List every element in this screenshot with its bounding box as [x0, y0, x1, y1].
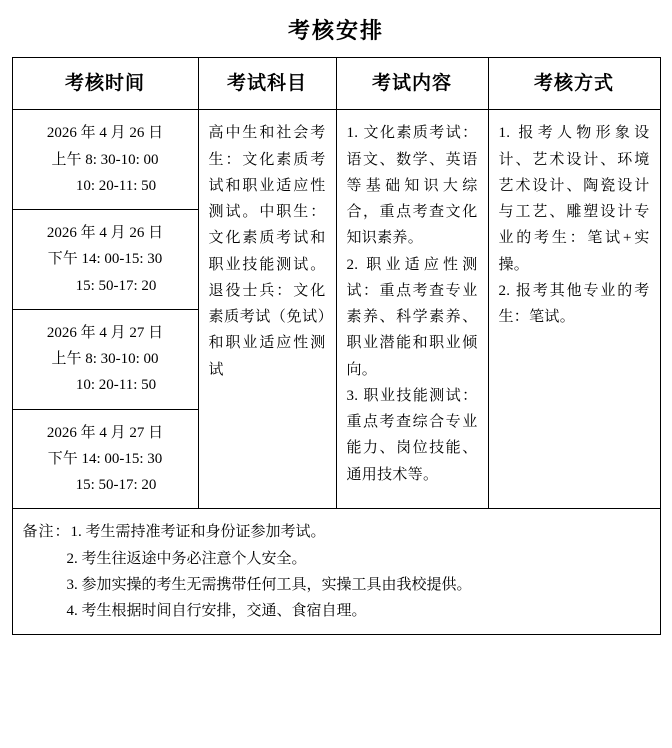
- table-row: [12, 110, 660, 210]
- time-slot-3-session: 上午 8: 30-10: 00: [51, 351, 159, 367]
- column-header-method: 考核方式: [488, 58, 660, 110]
- column-header-content: 考试内容: [336, 58, 488, 110]
- time-slot-3-second: 10: 20-11: 50: [75, 377, 157, 394]
- time-slot-3: [12, 309, 198, 409]
- column-header-time: 考核时间: [12, 58, 198, 110]
- notes-item-4: 4. 考生根据时间自行安排，交通、食宿自理。: [66, 603, 367, 619]
- time-slot-4: [12, 409, 198, 509]
- time-slot-4-date: 2026 年 4 月 27 日: [46, 424, 164, 441]
- page-top-strip: [0, 0, 672, 10]
- notes-line-3: [23, 572, 650, 598]
- time-slot-3-date: 2026 年 4 月 27 日: [46, 324, 164, 341]
- notes-row: [12, 509, 660, 635]
- column-header-subject: 考试科目: [198, 58, 336, 110]
- content-cell: [336, 110, 488, 509]
- notes-item-2: 2. 考生往返途中务必注意个人安全。: [66, 550, 307, 567]
- method-item-1: 1. 报考人物形象设计、艺术设计、环境艺术设计、陶瓷设计与工艺、雕塑设计专业的考生：笔试+实操。: [498, 125, 650, 273]
- notes-cell: [12, 509, 660, 635]
- time-slot-2: [12, 210, 198, 310]
- time-slot-1-date: 2026 年 4 月 26 日: [46, 125, 164, 142]
- notes-line-2: [23, 546, 650, 572]
- table-header-row: [12, 58, 660, 110]
- time-slot-1-second: 10: 20-11: 50: [75, 177, 157, 194]
- content-item-2: 2. 职业适应性测试：重点考查专业素养、科学素养、职业潜能和职业倾向。: [346, 256, 478, 378]
- time-slot-4-session: 下午 14: 00-15: 30: [47, 450, 163, 467]
- time-slot-1-session: 上午 8: 30-10: 00: [51, 151, 159, 168]
- method-cell: [488, 110, 660, 509]
- subject-text: 高中生和社会考生：文化素质考试和职业适应性测试。中职生：文化素质考试和职业技能测试。退役士兵：文化素质考试（免试）和职业适应性测试: [208, 125, 326, 378]
- content-item-1: 1. 文化素质考试：语文、数学、英语等基础知识大综合，重点考查文化知识素养。: [346, 125, 478, 247]
- method-item-2: 2. 报考其他专业的考生：笔试。: [498, 282, 650, 325]
- time-slot-2-date: 2026 年 4 月 26 日: [46, 225, 164, 241]
- time-slot-4-second: 15: 50-17: 20: [75, 477, 157, 493]
- notes-line-4: [23, 598, 650, 624]
- notes-item-3: 3. 参加实操的考生无需携带任何工具，实操工具由我校提供。: [66, 576, 472, 593]
- notes-line-1: [23, 519, 650, 545]
- time-slot-2-second: 15: 50-17: 20: [75, 277, 157, 294]
- subject-cell: [198, 110, 336, 509]
- content-item-3: 3. 职业技能测试：重点考查综合专业能力、岗位技能、通用技术等。: [346, 387, 478, 483]
- notes-item-1: 1. 考生需持准考证和身份证参加考试。: [70, 524, 326, 541]
- page-title: 考核安排: [287, 18, 384, 43]
- notes-label: 备注：: [22, 524, 71, 541]
- time-slot-2-session: 下午 14: 00-15: 30: [47, 251, 163, 268]
- time-slot-1: [12, 110, 198, 210]
- exam-schedule-table: [12, 57, 661, 635]
